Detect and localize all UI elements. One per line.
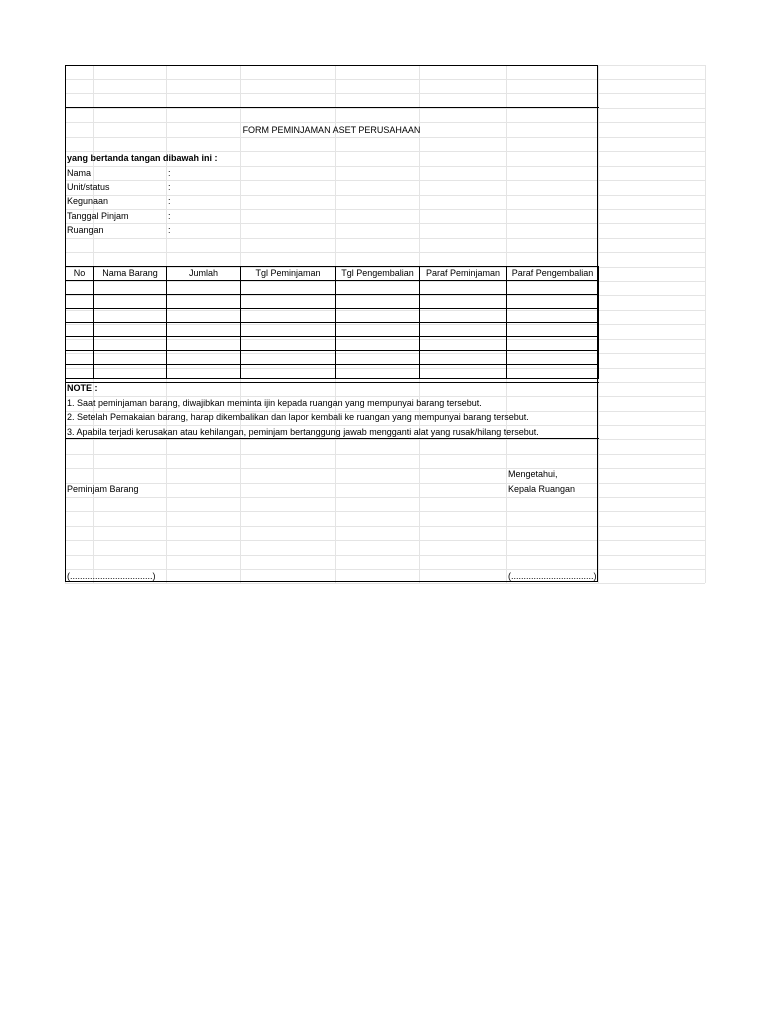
table-cell (241, 365, 336, 379)
grid-line (65, 583, 705, 584)
table-cell (167, 365, 241, 379)
header-nama-barang: Nama Barang (94, 267, 167, 281)
table-row (66, 365, 599, 379)
field-sep-unit-status: : (168, 182, 171, 192)
table-cell (336, 309, 420, 323)
table-cell (420, 351, 507, 365)
table-cell (241, 337, 336, 351)
table-cell (420, 309, 507, 323)
table-cell (241, 351, 336, 365)
table-cell (241, 295, 336, 309)
table-cell (336, 295, 420, 309)
grid-line (705, 65, 706, 583)
table-cell (167, 295, 241, 309)
table-cell (336, 337, 420, 351)
field-label-unit-status: Unit/status (67, 182, 110, 192)
intro-text: yang bertanda tangan dibawah ini : (67, 153, 218, 163)
table-cell (66, 281, 94, 295)
field-label-kegunaan: Kegunaan (67, 196, 109, 206)
table-cell (336, 323, 420, 337)
table-cell (94, 295, 167, 309)
table-cell (507, 337, 599, 351)
field-sep-ruangan: : (168, 225, 171, 235)
table-cell (420, 295, 507, 309)
table-cell (507, 365, 599, 379)
field-label-nama: Nama (67, 168, 92, 178)
table-cell (336, 351, 420, 365)
table-cell (167, 323, 241, 337)
field-sep-tanggal-pinjam: : (168, 211, 171, 221)
table-row (66, 295, 599, 309)
table-cell (241, 281, 336, 295)
table-row (66, 351, 599, 365)
table-cell (66, 337, 94, 351)
table-cell (507, 309, 599, 323)
table-cell (66, 365, 94, 379)
borrower-signature-line: (.................................) (67, 571, 156, 581)
table-cell (336, 365, 420, 379)
header-divider (65, 107, 599, 108)
table-cell (420, 365, 507, 379)
header-jumlah: Jumlah (167, 267, 241, 281)
table-cell (241, 323, 336, 337)
header-paraf-pengembalian: Paraf Pengembalian (507, 267, 599, 281)
field-label-tanggal-pinjam: Tanggal Pinjam (67, 211, 129, 221)
table-cell (420, 281, 507, 295)
field-sep-nama: : (168, 168, 171, 178)
table-cell (167, 337, 241, 351)
note-item-3: 3. Apabila terjadi kerusakan atau kehilangan, peminjam bertanggung jawab mengganti alat yang rusak/hilang tersebut. (67, 427, 539, 437)
form-title: FORM PEMINJAMAN ASET PERUSAHAAN (242, 125, 421, 135)
table-cell (167, 309, 241, 323)
table-cell (94, 351, 167, 365)
table-bottom-divider (65, 382, 599, 383)
header-tgl-pengembalian: Tgl Pengembalian (336, 267, 420, 281)
table-row (66, 281, 599, 295)
table-cell (507, 281, 599, 295)
field-sep-kegunaan: : (168, 196, 171, 206)
table-cell (336, 281, 420, 295)
table-cell (94, 281, 167, 295)
table-cell (94, 309, 167, 323)
field-label-ruangan: Ruangan (67, 225, 104, 235)
note-item-1: 1. Saat peminjaman barang, diwajibkan meminta ijin kepada ruangan yang mempunyai barang tersebut. (67, 398, 482, 408)
table-header-row (66, 267, 599, 281)
table-cell (66, 323, 94, 337)
borrower-label: Peminjam Barang (67, 484, 139, 494)
header-no: No (66, 267, 94, 281)
head-signature-line: (.................................) (508, 571, 597, 581)
head-of-room-label: Kepala Ruangan (508, 484, 576, 494)
table-cell (94, 323, 167, 337)
header-paraf-peminjaman: Paraf Peminjaman (420, 267, 507, 281)
table-cell (241, 309, 336, 323)
table-cell (167, 351, 241, 365)
table-cell (94, 365, 167, 379)
table-cell (66, 309, 94, 323)
table-cell (507, 351, 599, 365)
note-heading: NOTE : (67, 383, 98, 393)
item-table (65, 266, 599, 379)
note-item-2: 2. Setelah Pemakaian barang, harap dikembalikan dan lapor kembali ke ruangan yang mempunyai barang tersebut. (67, 412, 529, 422)
table-row (66, 337, 599, 351)
header-tgl-peminjaman: Tgl Peminjaman (241, 267, 336, 281)
table-cell (507, 323, 599, 337)
table-cell (94, 337, 167, 351)
acknowledge-label: Mengetahui, (508, 469, 558, 479)
table-cell (420, 337, 507, 351)
table-row (66, 309, 599, 323)
table-cell (66, 351, 94, 365)
table-cell (167, 281, 241, 295)
table-cell (507, 295, 599, 309)
table-cell (420, 323, 507, 337)
table-cell (66, 295, 94, 309)
table-row (66, 323, 599, 337)
